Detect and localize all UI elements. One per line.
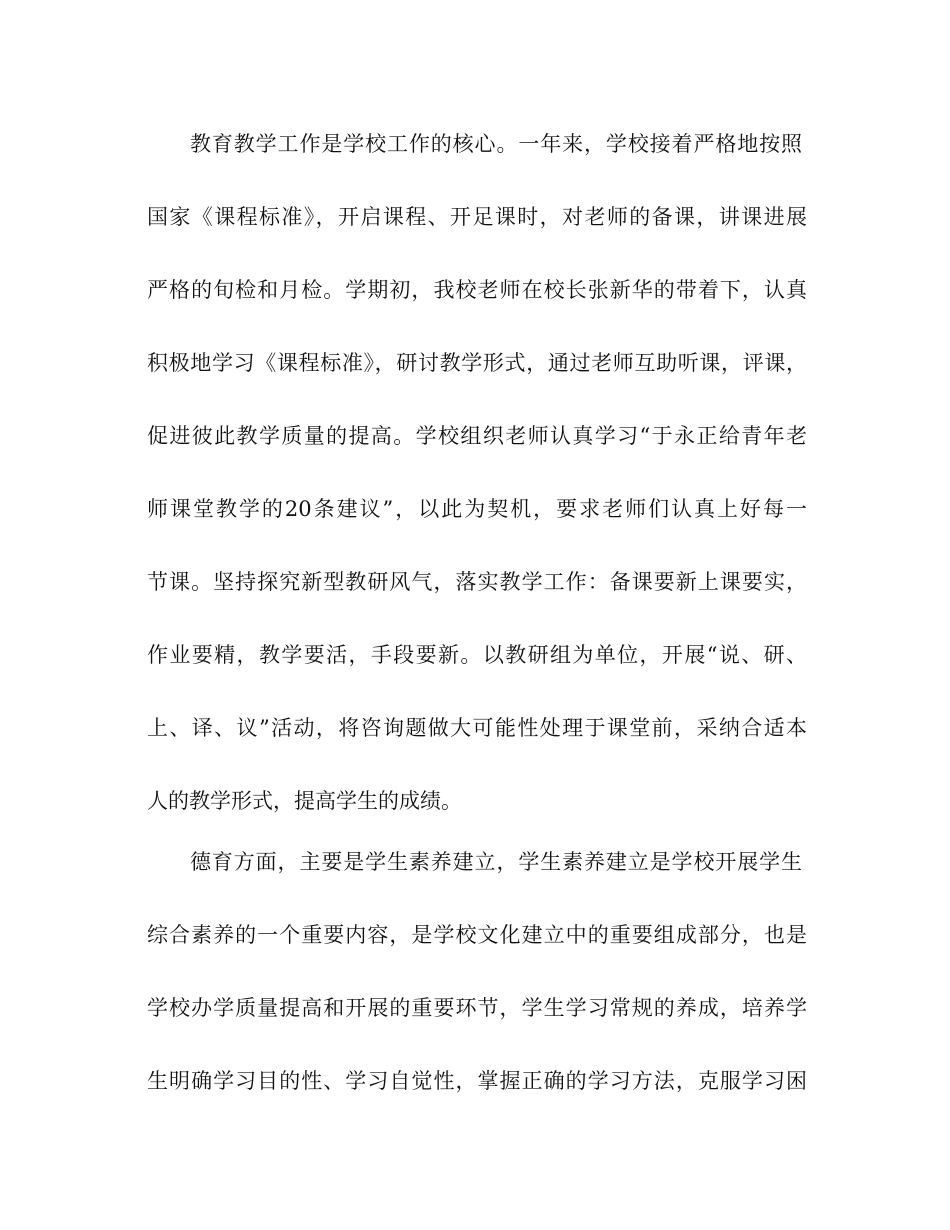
paragraph-2-line-3: 学校办学质量提高和开展的重要环节，学生学习常规的养成，培养学 [147, 996, 807, 1020]
paragraph-1-line-3: 严格的旬检和月检。学期初，我校老师在校长张新华的带着下，认真 [147, 278, 807, 302]
paragraph-1-line-8: 作业要精，教学要活，手段要新。以教研组为单位，开展“说、研、 [147, 643, 807, 667]
paragraph-1-line-5: 促进彼此教学质量的提高。学校组织老师认真学习“于永正给青年老 [147, 424, 807, 448]
paragraph-1-line-1: 教育教学工作是学校工作的核心。一年来，学校接着严格地按照 [190, 132, 802, 156]
paragraph-1-line-4: 积极地学习《课程标准》，研讨教学形式，通过老师互助听课，评课， [147, 351, 807, 375]
paragraph-1-line-7: 节课。坚持探究新型教研风气，落实教学工作：备课要新上课要实， [147, 570, 807, 594]
paragraph-1-line-6: 师课堂教学的20条建议”，以此为契机，要求老师们认真上好每一 [147, 497, 807, 521]
paragraph-1-line-9: 上、译、议”活动，将咨询题做大可能性处理于课堂前，采纳合适本 [147, 716, 807, 740]
paragraph-2-line-1: 德育方面，主要是学生素养建立，学生素养建立是学校开展学生 [190, 850, 802, 874]
paragraph-1-line-10: 人的教学形式，提高学生的成绩。 [147, 789, 462, 813]
paragraph-2-line-4: 生明确学习目的性、学习自觉性，掌握正确的学习方法，克服学习困 [147, 1069, 807, 1093]
paragraph-1-line-2: 国家《课程标准》，开启课程、开足课时，对老师的备课，讲课进展 [147, 205, 807, 229]
paragraph-2-line-2: 综合素养的一个重要内容，是学校文化建立中的重要组成部分，也是 [147, 923, 807, 947]
